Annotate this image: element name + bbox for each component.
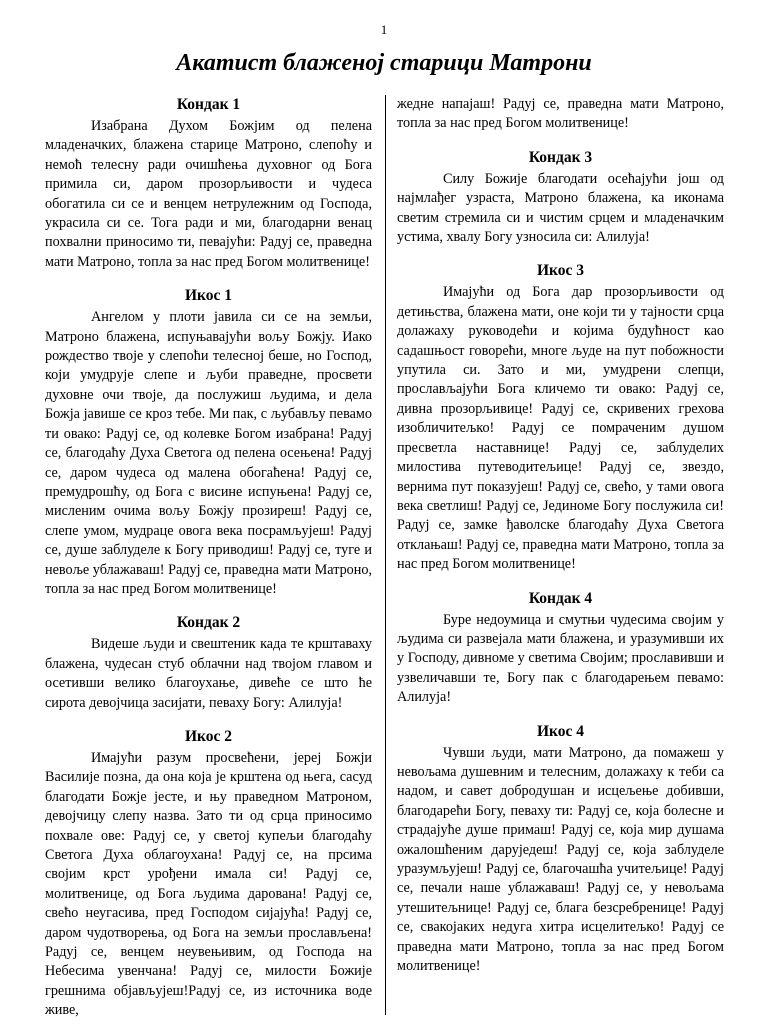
section-text: Силу Божије благодати осећајући још од најмлађег узраста, Матроно блажена, ка иконама светим стремила си и чистим срцем и младеначким устима, хвалу Богу узносила си: Алилуја! <box>397 170 724 246</box>
section-ikos-4 <box>397 722 724 977</box>
section-heading: Кондак 3 <box>528 148 593 166</box>
section-heading: Кондак 1 <box>176 96 241 113</box>
section-kondak-3 <box>397 148 724 248</box>
section-text: Буре недоумица и смутњи чудесима својим у људима си развејала мати блажена, и уразумивши их у Господу, дивноме у светима Својим; прославивши и узвеличавши те, Богу пак с благодарењем певамо: Алилуја! <box>397 611 724 706</box>
section-text: Ангелом у плоти јавила си се на земљи, Матроно блажена, испуњавајући вољу Божју. Иако рождество твоје у слепоћи телесној беше, но Господ, који умудрује слепе и љуби праведне, просвети духовне очи твоје, да послужиш људима, и дела Божја јавише се кроз тебе. Ми пак, с љубављу певамо ти овако: Радуј се, од колевке Богом изабрана! Радуј се, благодаћу Духа Светога од пелена осењена! Радуј се, даром чудеса од малена обогаћена! Радуј се, премудрошћу, од Бога с висине испуњена! Радуј се, мисленим очима вољу Божју прозиреш! Радуј се, слепе умом, мудраце овога века посрамљујеш! Радуј се, душе заблуделе к Богу приводиш! Радуј се, туге и невоље ублажаваш! Радуј се, праведна мати Матроно, топла за нас пред Богом молитвенице! <box>45 309 372 597</box>
section-text: Видеше људи и свештеник када те крштаваху блажена, чудесан стуб облачни над твојом главом и осетивши велико благоухање, дивеће се што ће сирота девојчица засијати, певаху Богу: Алилуја! <box>45 636 372 711</box>
section-heading: Кондак 2 <box>176 614 241 632</box>
section-text: Чувши људи, мати Матроно, да помажеш у невољама душевним и телесним, долажаху к теби са надом, и савет добродушан и исцељење добивши, благодарећи Богу, певаху ти: Радуј се, која болесне и страдајуће душе примаш! Радуј се, која мир душама ожалошћеним даруједеш! Радуј се, која заблуделе уразумљујеш! Радуј се, благочашћа учитељице! Радуј се, печали наше ублажаваш! Радуј се, у невољама утешитељнице! Радуј се, блага безсребренице! Радуј се, свакојаких недуга хитра исцелитељко! Радуј се праведна мати Матроно, топла за нас пред Богом молитвенице! <box>397 744 724 975</box>
section-ikos-2 <box>45 727 372 1021</box>
section-text-continued: жедне напајаш! Радуј се, праведна мати Матроно, топла за нас пред Богом молитвенице! <box>397 96 724 132</box>
column-divider <box>385 95 386 1015</box>
section-kondak-1 <box>45 95 372 272</box>
section-heading: Кондак 4 <box>528 589 593 607</box>
section-kondak-4 <box>397 589 724 708</box>
section-kondak-2 <box>45 613 372 713</box>
section-heading: Икос 2 <box>184 727 233 745</box>
right-column <box>397 95 724 990</box>
section-text: Изабрана Духом Божјим од пелена младеначких, блажена старице Матроно, слепоћу и немоћ телесну ради очишћења духовног од Бога примила си, даром прозорљивости и чудеса обогатила си се и венцем нетрулежним од Господа, украсила си се. Тога ради и ми, благодарни венац похвални приносимо ти, певајући: Радуј се, праведна мати Матроно, топла за нас пред Богом молитвенице! <box>45 118 372 270</box>
document-title: Акатист блаженој старици Матрони <box>176 50 592 76</box>
section-heading: Икос 4 <box>536 722 585 740</box>
section-ikos-1 <box>45 286 372 599</box>
left-column <box>45 95 372 1035</box>
section-ikos-3 <box>397 261 724 574</box>
page-number: 1 <box>380 22 388 37</box>
section-ikos-2-continued <box>397 95 724 134</box>
section-heading: Икос 3 <box>536 262 585 280</box>
section-text: Имајући разум просвећени, јереј Божји Василије позна, да она која је крштена од њега, сасуд благодати Божје јесте, и њу праведном Матроном, девојчицу слепу назва. Зато ти од срца приносимо похвале ове: Радуј се, у светој купељи благодаћу Светога Духа облагоухана! Радуј се, на прсима својим крст урођени имала си! Радуј се, молитвенице, од Бога људима дарована! Радуј се, свећо неугасива, пред Господом сијајућа! Радуј се, даром чудотворења, од Бога на земљи прослављена! Радуј се, венцем неувењивим, од Господа на Небесима увенчана! Радуј се, милости Божије грешнима објављујеш!Радуј се, из источника воде живе, <box>45 749 372 1019</box>
section-heading: Икос 1 <box>184 287 233 305</box>
section-text: Имајући од Бога дар прозорљивости од детињства, блажена мати, оне који ти у тајности срца долажаху руководећи и којима будућност као садашњост говорећи, многе људе на пут побожности упутила си. Зато и ми, умудрени слепци, прослављајући Бога кличемо ти овако: Радуј се, дивна прозорљивице! Радуј се, скривених грехова изобличитељко! Радуј се помраченим душом пресветла наставнице! Радуј се, заблуделих милостива путеводитељице! Радуј се, звездо, вернима пут показујеш! Радуј се, свећо, у тами овога века светлиш! Радуј се, Јединоме Богу послужила си! Радуј се, замке ђаволске благодаћу Духа Светога отклањаш! Радуј се, праведна мати Матроно, топла за нас пред Богом молитвенице! <box>397 284 724 573</box>
